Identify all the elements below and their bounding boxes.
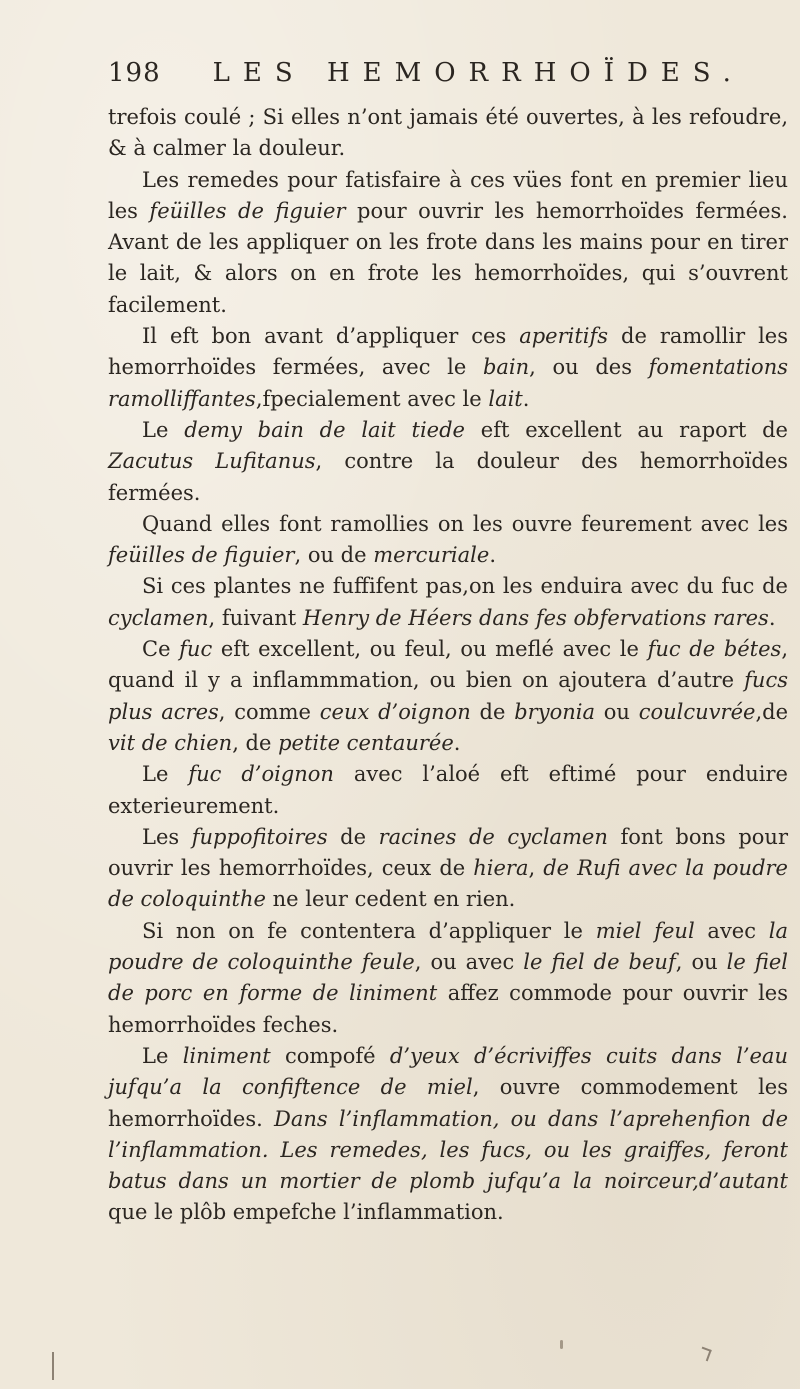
italic-text: fuc d’oignon (188, 762, 334, 787)
italic-text: feüilles de figuier (108, 543, 295, 568)
italic-text: lait (488, 386, 523, 411)
italic-text: miel feul (595, 918, 695, 943)
italic-text: la poudre de coloquinthe feule (108, 918, 788, 975)
italic-text: le fiel de beuf (523, 950, 676, 975)
italic-text: coulcuvrée (638, 699, 756, 724)
text: , contre la douleur des hemorrhoïdes fermées. (108, 449, 788, 505)
italic-text: mercuriale (373, 543, 490, 568)
text: Quand elles font ramollies on les ouvre feurement avec les (142, 511, 788, 536)
text: Les (142, 824, 192, 849)
text: affez commode pour ouvrir les hemorrhoïdes feches. (108, 981, 788, 1037)
page-number: 198 (108, 58, 161, 88)
italic-text: cyclamen (108, 605, 209, 630)
italic-text: ceux d’oignon (319, 699, 471, 724)
text: . (453, 730, 461, 755)
text: ,de (755, 699, 788, 724)
text: , ouvre commodement les hemorrhoïdes. (108, 1075, 789, 1131)
italic-text: aperitifs (519, 324, 609, 349)
paragraph (108, 165, 788, 321)
italic-text: bryonia (514, 699, 595, 724)
italic-text: le fiel de porc en forme de liniment (108, 950, 788, 1006)
text: pour ouvrir les hemorrhoïdes fermées. Avant de les appliquer on les frote dans les mains pour en tirer le lait, & alors on en frote les hemorrhoïdes, qui s’ouvrent facilement. (108, 198, 788, 317)
italic-text: d’yeux d’écriviffes cuits dans l’eau jufqu’a la confiftence de miel (108, 1043, 788, 1100)
text: avec l’aloé eft eftimé pour enduire exterieurement. (108, 762, 788, 818)
running-title: LES HEMORRHOÏDES. (212, 58, 744, 88)
text: de ramollir les hemorrhoïdes fermées, avec le (108, 324, 788, 380)
italic-text: Dans l’inflammation, ou dans l’aprehenfion de l’inflammation. Les remedes, les fucs, ou les graiffes, feront batus dans un mortier de plomb jufqu’a la noirceur,d’autant (108, 1106, 789, 1194)
text: eft excellent au raport de (464, 417, 788, 442)
text: avec (694, 918, 769, 943)
text: Le (142, 1043, 183, 1068)
text: eft excellent, ou feul, ou meflé avec le (212, 637, 648, 662)
italic-text: fomentations ramolliffantes (108, 355, 788, 411)
text: ne leur cedent en rien. (265, 887, 516, 912)
paragraph (108, 634, 788, 759)
italic-text: fuc de bétes (647, 637, 782, 662)
text: , fuivant (208, 605, 303, 630)
page-edge-mark (52, 1352, 54, 1380)
text: , (528, 856, 544, 881)
paragraph (108, 759, 788, 822)
paragraph (108, 102, 788, 165)
italic-text: Henry de Héers dans fes obfervations rares (302, 605, 769, 630)
italic-text: hiera (473, 856, 529, 881)
stray-ink-mark (698, 1347, 712, 1362)
paragraph (108, 1041, 788, 1229)
text: . (768, 605, 776, 630)
paragraph (108, 571, 788, 634)
text: font bons pour ouvrir les hemorrhoïdes, ceux de (108, 824, 788, 881)
text: Le (142, 417, 185, 442)
paragraph (108, 415, 788, 509)
text: de (327, 824, 379, 849)
italic-text: demy bain de lait tiede (184, 417, 465, 442)
text: , quand il y a inflammmation, ou bien on ajoutera d’autre (108, 637, 789, 693)
italic-text: bain (482, 355, 530, 380)
italic-text: fuc (179, 637, 213, 662)
text: ou (594, 699, 639, 724)
paragraph (108, 916, 788, 1041)
text: ,fpecialement avec le (255, 386, 489, 411)
paragraph (108, 321, 788, 415)
text: Les remedes pour fatisfaire à ces vües font en premier lieu les (108, 167, 788, 223)
text: . (522, 386, 530, 411)
italic-text: fucs plus acres (108, 668, 788, 724)
page-header (108, 58, 784, 98)
italic-text: de Rufi avec la poudre de coloquinthe (108, 856, 788, 912)
paragraph (108, 822, 788, 916)
text: Le (142, 762, 189, 787)
text: Si non on fe contentera d’appliquer le (142, 918, 596, 943)
italic-text: racines de cyclamen (378, 824, 608, 849)
text: , ou (675, 950, 727, 975)
text: trefois coulé ; Si elles n’ont jamais été ouvertes, à les refoudre, & à calmer la douleur. (108, 105, 788, 161)
italic-text: feüilles de figuier (149, 198, 346, 223)
text: de (470, 699, 515, 724)
italic-text: liniment (182, 1043, 271, 1068)
text: Ce (142, 637, 180, 662)
text: , ou de (294, 543, 374, 568)
italic-text: petite centaurée (278, 730, 454, 755)
italic-text: Zacutus Lufitanus (108, 449, 316, 474)
text: , de (232, 730, 279, 755)
text: , ou avec (414, 950, 524, 975)
text: Il eft bon avant d’appliquer ces (142, 324, 520, 349)
italic-text: vit de chien (108, 730, 233, 755)
text: que le plôb empefche l’inflammation. (108, 1200, 504, 1225)
ink-spot (560, 1340, 563, 1349)
text: , comme (218, 699, 320, 724)
body-text (108, 102, 788, 1229)
text: . (489, 543, 496, 568)
text: , ou des (529, 355, 649, 380)
paragraph (108, 509, 788, 572)
text: Si ces plantes ne fuffifent pas,on les enduira avec du fuc de (142, 574, 788, 599)
text: compofé (270, 1043, 390, 1068)
italic-text: fuppofitoires (191, 824, 328, 849)
